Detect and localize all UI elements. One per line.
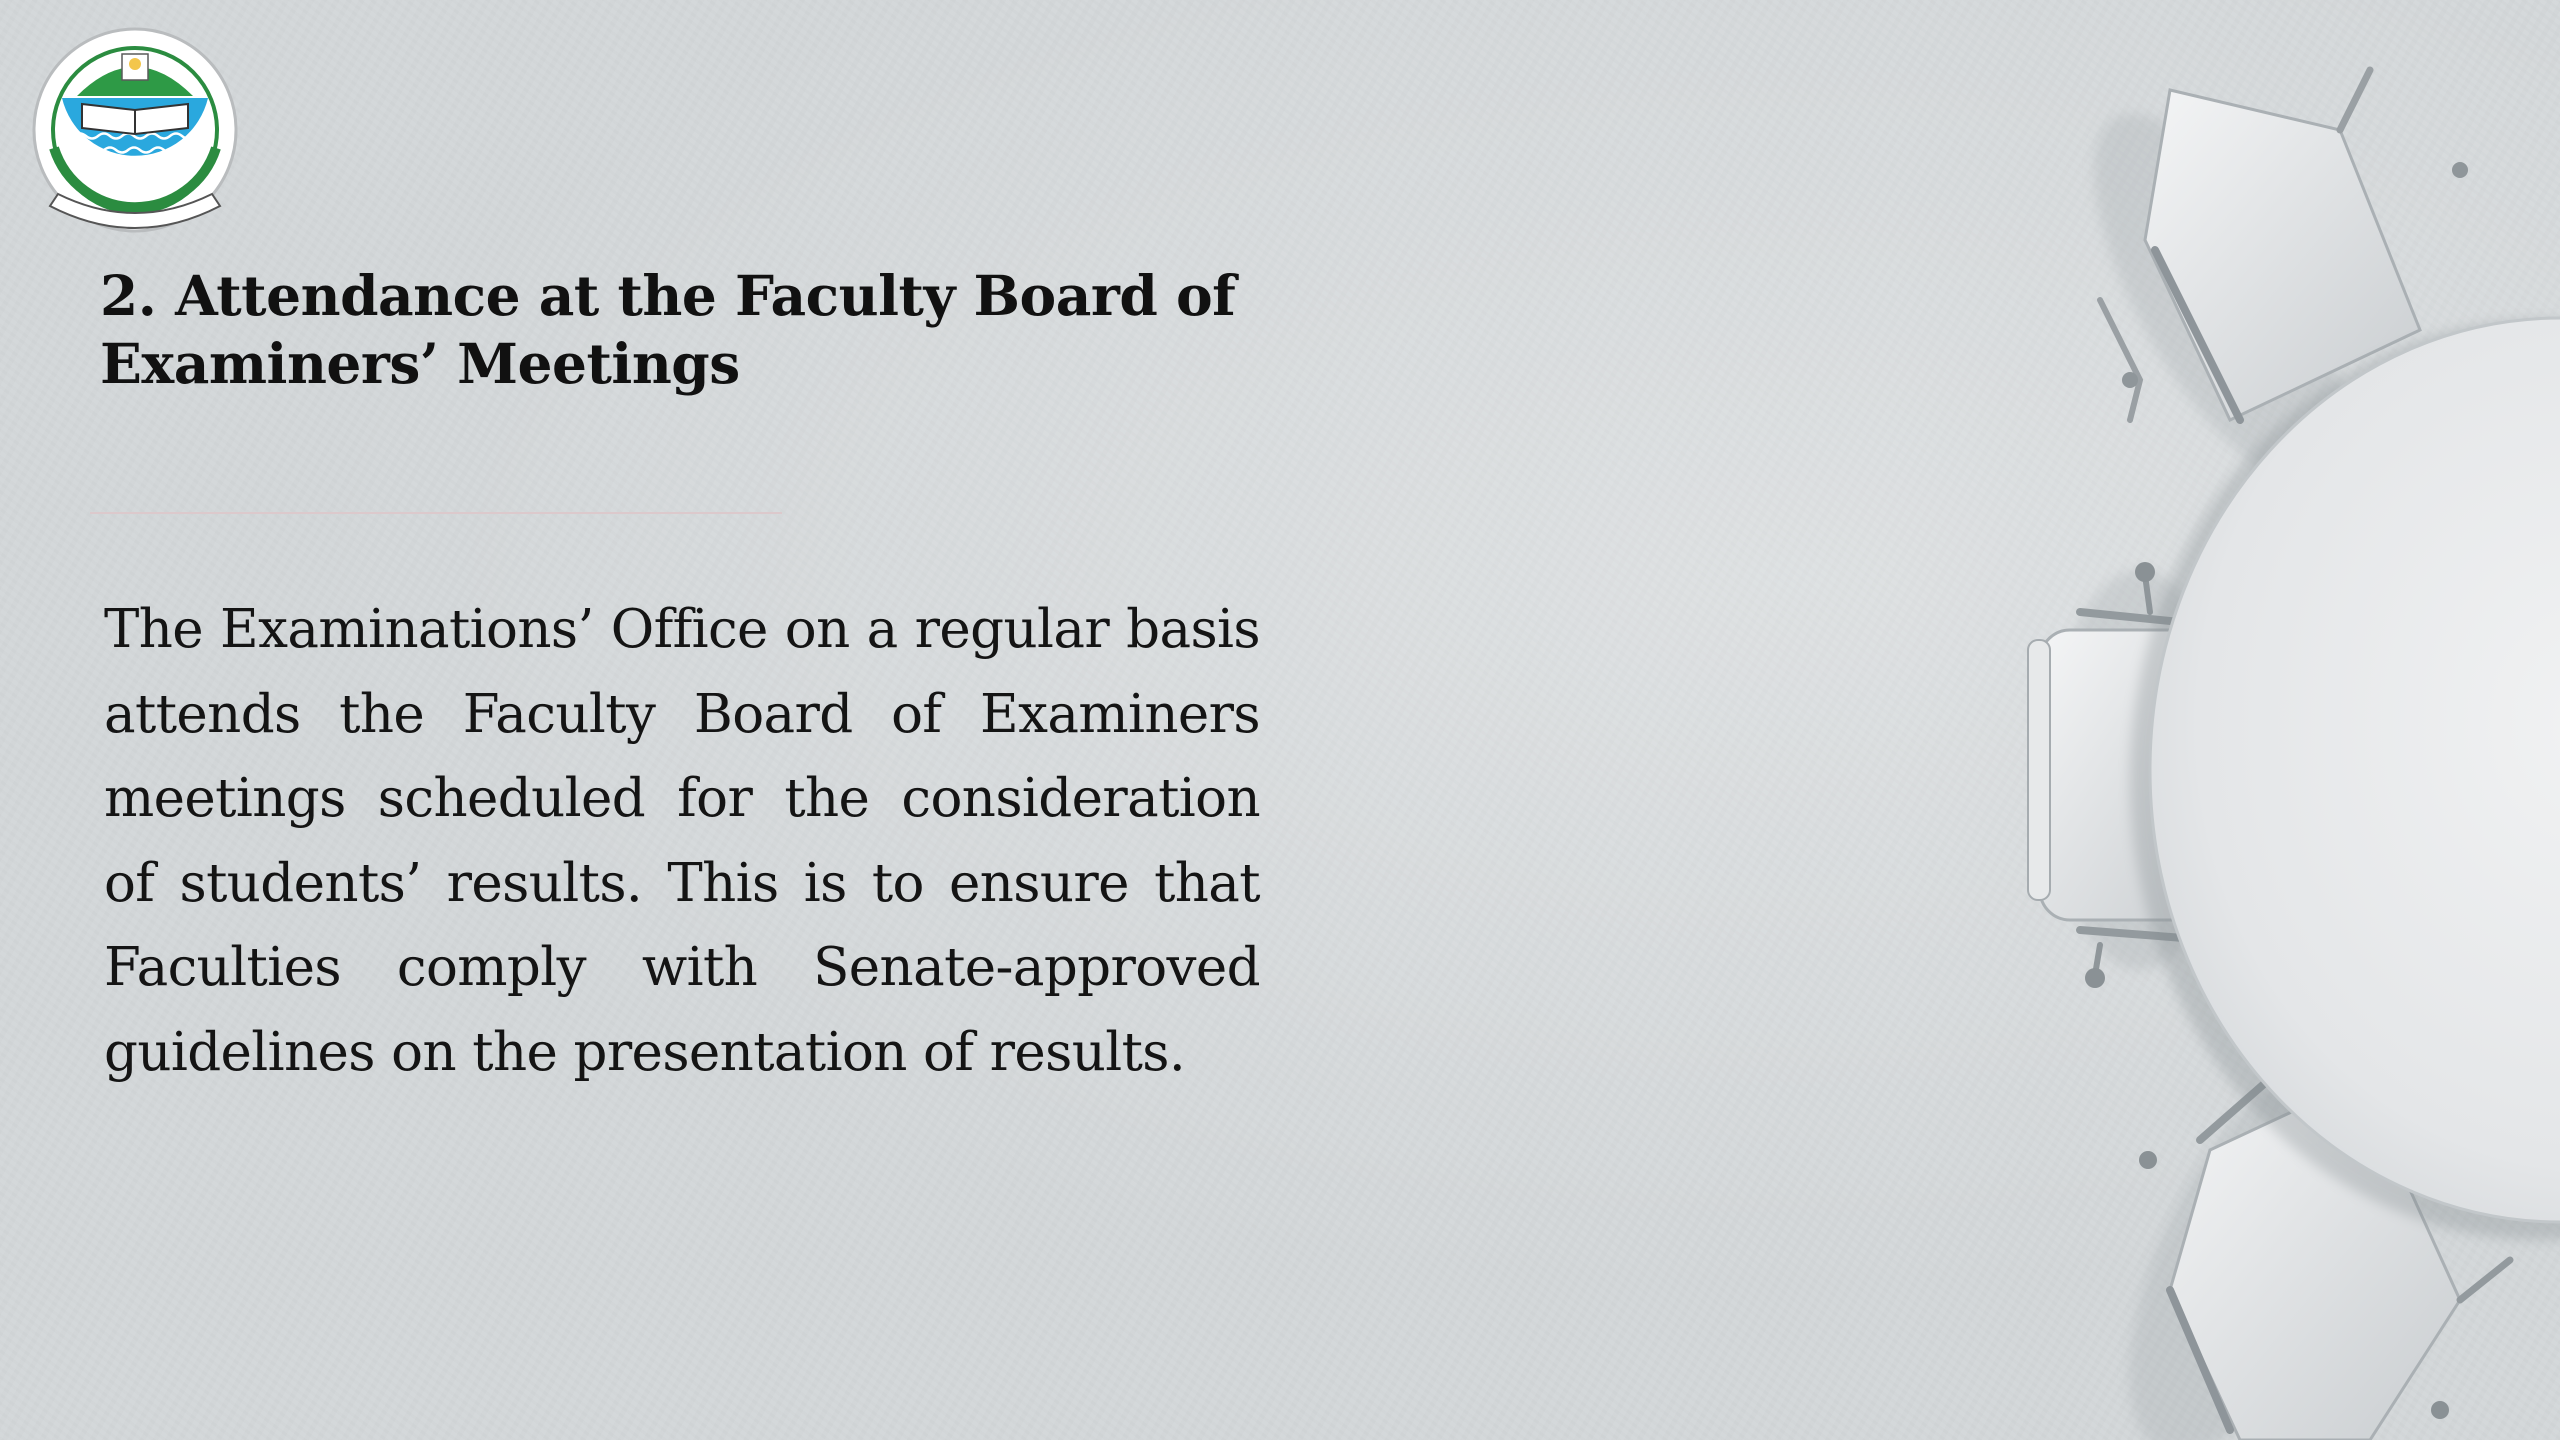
slide-body-text: The Examinations’ Office on a regular basis attends the Faculty Board of Examiners meetings scheduled for the consideration of students’ results. This is to ensure that Faculties comply with Senate-approved guidelines on the presentation of results.	[104, 599, 1260, 1083]
university-crest-icon	[22, 18, 248, 250]
slide-title: 2. Attendance at the Faculty Board of Examiners’ Meetings	[100, 263, 1236, 396]
title-divider	[90, 512, 782, 514]
conference-table-image	[1900, 0, 2560, 1440]
round-table	[2130, 318, 2560, 1240]
